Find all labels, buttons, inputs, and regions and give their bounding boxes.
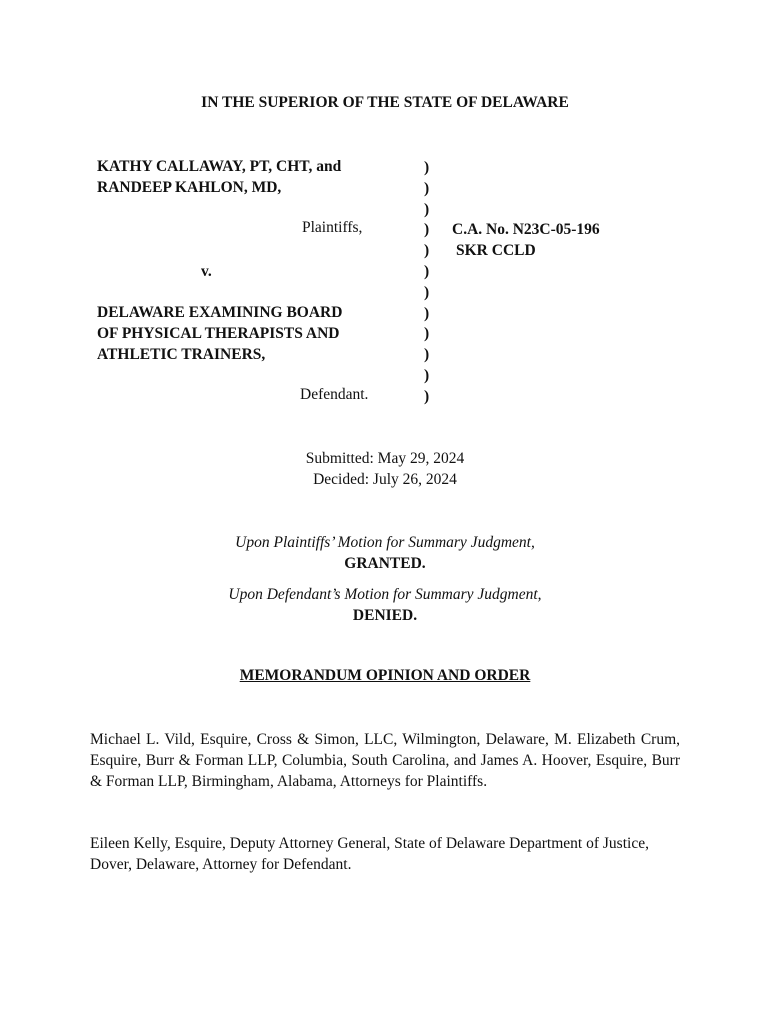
defendants-motion: Upon Defendant’s Motion for Summary Judgment, bbox=[228, 586, 542, 603]
defendant-line-1: DELAWARE EXAMINING BOARD bbox=[97, 304, 343, 321]
defendant-counsel: Eileen Kelly, Esquire, Deputy Attorney General, State of Delaware Department of Justice, Dover, Delaware, Attorney for Defendant. bbox=[90, 835, 649, 873]
decided-date: Decided: July 26, 2024 bbox=[313, 471, 457, 488]
plaintiff-line-1: KATHY CALLAWAY, PT, CHT, and bbox=[97, 158, 342, 175]
paren: ) bbox=[424, 221, 430, 239]
paren: ) bbox=[424, 242, 430, 260]
defendants-motion-block bbox=[0, 584, 770, 626]
plaintiffs-motion: Upon Plaintiffs’ Motion for Summary Judgment, bbox=[235, 534, 535, 551]
caption-paren-column bbox=[424, 158, 429, 408]
defendant-line-2: OF PHYSICAL THERAPISTS AND bbox=[97, 325, 340, 342]
plaintiffs-motion-block bbox=[0, 532, 770, 574]
plaintiffs-names bbox=[97, 156, 341, 198]
paren: ) bbox=[424, 283, 430, 301]
paren: ) bbox=[424, 262, 430, 280]
paren: ) bbox=[424, 346, 430, 364]
paren: ) bbox=[424, 366, 430, 384]
paren: ) bbox=[424, 304, 430, 322]
plaintiffs-motion-result: GRANTED. bbox=[344, 555, 426, 572]
paren: ) bbox=[424, 325, 430, 343]
paren: ) bbox=[424, 200, 430, 218]
memorandum-title: MEMORANDUM OPINION AND ORDER bbox=[239, 667, 531, 684]
defendant-names bbox=[97, 302, 342, 365]
case-number-line-2: SKR CCLD bbox=[456, 242, 536, 259]
paren: ) bbox=[424, 387, 430, 405]
defendant-role: Defendant. bbox=[300, 386, 369, 403]
paren: ) bbox=[424, 179, 430, 197]
case-number bbox=[452, 219, 600, 261]
paren: ) bbox=[424, 159, 430, 176]
defendants-motion-result: DENIED. bbox=[352, 607, 418, 624]
dates-block bbox=[0, 448, 770, 490]
plaintiffs-counsel: Michael L. Vild, Esquire, Cross & Simon, LLC, Wilmington, Delaware, M. Elizabeth Crum, Esquire, Burr & Forman LLP, Columbia, South Carolina, and James A. Hoover, Esquire, Burr & Forman LLP, Birmingham, Alabama, Attorneys for Plaintiffs. bbox=[90, 731, 680, 790]
defendant-line-3: ATHLETIC TRAINERS, bbox=[97, 346, 266, 363]
submitted-date: Submitted: May 29, 2024 bbox=[305, 450, 465, 467]
court-title: IN THE SUPERIOR OF THE STATE OF DELAWARE bbox=[201, 94, 569, 111]
versus: v. bbox=[201, 263, 212, 280]
plaintiffs-role: Plaintiffs, bbox=[302, 219, 363, 236]
case-number-line-1: C.A. No. N23C-05-196 bbox=[452, 221, 600, 238]
plaintiff-line-2: RANDEEP KAHLON, MD, bbox=[97, 179, 282, 196]
